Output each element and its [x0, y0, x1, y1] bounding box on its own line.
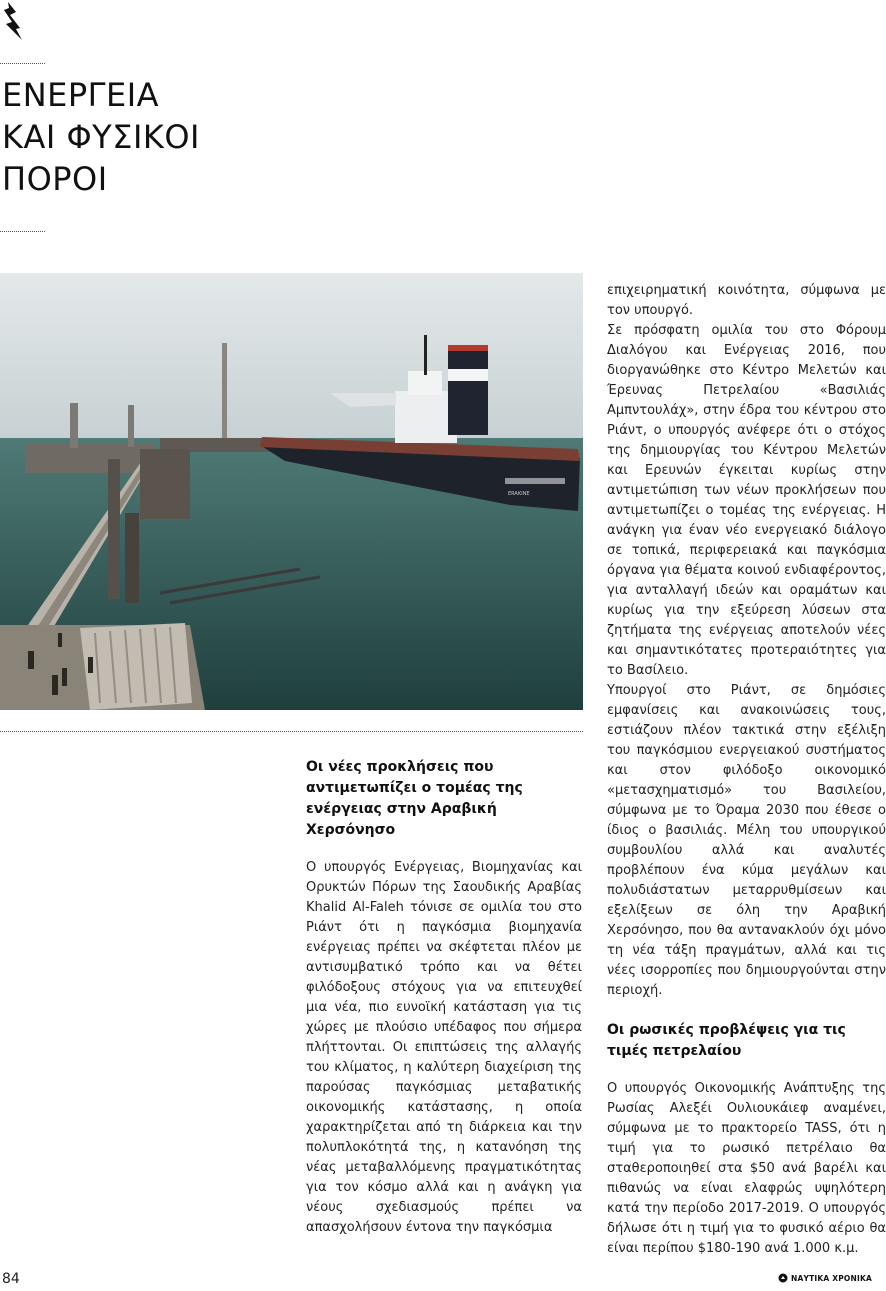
brand-circle-icon — [778, 1273, 788, 1283]
tanker-terminal-illustration — [0, 273, 583, 710]
lightning-logo-icon — [2, 2, 24, 40]
oil-tanker-photo — [0, 273, 583, 710]
publication-brand — [778, 1273, 886, 1283]
article-heading: Οι νέες προκλήσεις που αντιμετωπίζει ο τομέας της ενέργειας στην Αραβική Χερσόνησο — [306, 759, 523, 838]
subheading-russia: Οι ρωσικές προβλέψεις για τις τιμές πετρελαίου — [607, 1022, 846, 1059]
article-column-2 — [607, 281, 886, 1259]
title-divider-dots — [0, 231, 45, 232]
column-2-paragraph-3: Υπουργοί στο Ριάντ, σε δημόσιες εμφανίσεις και ανακοινώσεις τους, εστιάζουν πλέον τακτικά στην εξέλιξη του παγκόσμιου ενεργειακού συστήματος και στον φιλόδοξο οικονομικό «μετασχηματισμό» του Βασιλείου, σύμφωνα με το Όραμα 2030 που έθεσε ο ίδιος ο βασιλιάς. Μέλη του υπουργικού συμβουλίου αλλά και αναλυτές προβλέπουν ένα κύμα μεγάλων και πολυδιάστατων μεταρρυθμίσεων και εξελίξεων σε όλη την Αραβική Χερσόνησο, που θα αντανακλούν όχι μόνο τη νέα τάξη πραγμάτων, αλλά και τις νέες ισορροπίες που δημιουργούνται στην περιοχή. — [607, 683, 886, 998]
photo-divider-dots — [0, 731, 583, 732]
ship-name-text: ERAKINE — [508, 491, 530, 497]
column-2-paragraph-2: Σε πρόσφατη ομιλία του στο Φόρουμ Διαλόγου και Ενέργειας 2016, που διοργανώθηκε στο Κέντρο Μελετών και Έρευνας Πετρελαίου «Βασιλιάς Αμπντουλάχ», στην έδρα του κέντρου στο Ριάντ, ο υπουργός ανέφερε ότι ο στόχος της δημιουργίας του Κέντρου Μελετών και Ερευνών έγκειται κυρίως στην αντιμετώπιση των νέων προκλήσεων που αντιμετωπίζει ο τομέας της ενέργειας. Η ανάγκη για έναν νέο ενεργειακό διάλογο σε τοπικά, περιφερειακά και παγκόσμια όργανα για θέματα κοινού ενδιαφέροντος, για ανταλλαγή ιδεών και οραμάτων και κυρίως για την εξεύρεση λύσεων στα ζητήματα της ενέργειας αποτελούν νέες και σημαντικότατες προτεραιότητες για το Βασίλειο. — [607, 323, 886, 678]
section-title-line-2: ΚΑΙ ΦΥΣΙΚΟΙ — [2, 118, 200, 156]
column-2-paragraph-4: Ο υπουργός Οικονομικής Ανάπτυξης της Ρωσίας Αλεξέι Ουλιουκάιεφ αναμένει, σύμφωνα με το πρακτορείο TASS, ότι η τιμή για το ρωσικό πετρέλαιο θα σταθεροποιηθεί στα $50 ανά βαρέλι και πιθανώς να είναι ελαφρώς υψηλότερη κατά την περίοδο 2017-2019. Ο υπουργός δήλωσε ότι η τιμή για το φυσικό αέριο θα είναι περίπου $180-190 ανά 1.000 κ.μ. — [607, 1081, 886, 1256]
section-title-line-3: ΠΟΡΟΙ — [2, 160, 108, 198]
section-title-line-1: ΕΝΕΡΓΕΙΑ — [2, 76, 160, 114]
brand-name: ΝΑΥΤΙΚΑ ΧΡΟΝΙΚΑ — [791, 1273, 872, 1283]
top-divider-dots — [0, 63, 45, 64]
column-2-paragraph-1: επιχειρηματική κοινότητα, σύμφωνα με τον υπουργό. — [607, 283, 886, 318]
column-1-body: Ο υπουργός Ενέργειας, Βιομηχανίας και Ορυκτών Πόρων της Σαουδικής Αραβίας Khalid Al-Faleh τόνισε σε ομιλία του στο Ριάντ ότι η παγκόσμια βιομηχανία ενέργειας πρέπει να σκέφτεται πλέον με αντισυμβατικό τρόπο και να θέτει φιλόδοξους στόχους για να επιτευχθεί μια νέα, πιο ευνοϊκή κατάσταση για τις χώρες με πλούσιο υπέδαφος που σήμερα πλήττονται. Οι επιπτώσεις της αλλαγής του κλίματος, η καλύτερη διαχείριση της παρούσας παγκόσμιας μεταβατικής οικονομικής κατάστασης, η οποία χαρακτηρίζεται από τη διάρκεια και την πολυπλοκότητά της, η κατανόηση της νέας μεταβαλλόμενης πραγματικότητας για τον κόσμο αλλά και η ανάγκη για νέους σχεδιασμούς πρέπει να απασχολήσουν έντονα την παγκόσμια — [306, 860, 582, 1235]
article-column-1 — [306, 757, 582, 1238]
section-title — [2, 74, 200, 200]
page-number: 84 — [2, 1271, 20, 1287]
